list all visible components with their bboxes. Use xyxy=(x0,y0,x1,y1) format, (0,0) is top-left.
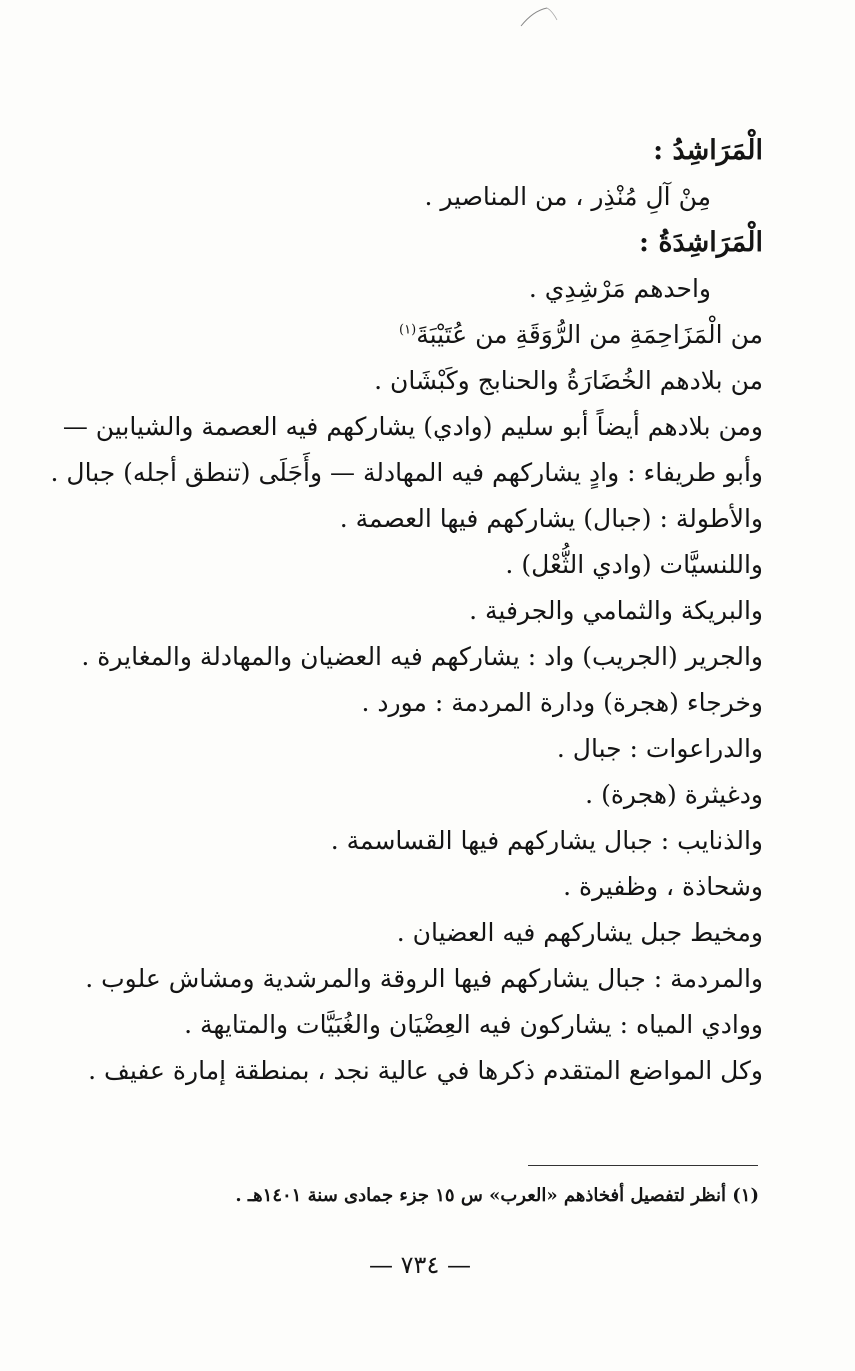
text-line: من بلادهم الخُضَارَةُ والحنابج وكَبْشَان . xyxy=(374,366,763,395)
footnote-divider xyxy=(528,1165,758,1166)
text-line: والأطولة : (جبال) يشاركهم فيها العصمة . xyxy=(339,504,763,533)
footnote-marker: (١) xyxy=(399,322,417,338)
main-text xyxy=(50,128,763,1094)
page-number: — ٧٣٤ — xyxy=(369,1251,471,1279)
text-line: وخرجاء (هجرة) ودارة المردمة : مورد . xyxy=(361,688,763,717)
text-line-with-footnote xyxy=(73,312,763,358)
text-line: ووادي المياه : يشاركون فيه العِضْيَان والغُبَيَّات والمتايهة . xyxy=(184,1010,763,1039)
text-line: مِنْ آلِ مُنْذِر ، من المناصير . xyxy=(424,182,711,211)
text-line: وأبو طريفاء : وادٍ يشاركهم فيه المهادلة — وأَجَلَى (تنطق أجله) جبال . xyxy=(50,458,763,487)
pen-mark xyxy=(515,6,561,30)
text-line: ودغيثرة (هجرة) . xyxy=(585,780,763,809)
text-line: والبريكة والثمامي والجرفية . xyxy=(469,596,763,625)
text-line: والذنايب : جبال يشاركهم فيها القساسمة . xyxy=(330,826,763,855)
text-line: من الْمَزَاحِمَةِ من الرُّوَقَةِ من عُتَيْبَةَ xyxy=(416,320,763,349)
text-line: والدراعوات : جبال . xyxy=(556,734,763,763)
text-line: وشحاذة ، وظفيرة . xyxy=(563,872,763,901)
text-line: ومخيط جبل يشاركهم فيه العضيان . xyxy=(396,918,763,947)
footnote: (١) أنظر لتفصيل أفخاذهم «العرب» س ١٥ جزء جمادى سنة ١٤٠١هـ . xyxy=(235,1185,759,1206)
section-heading: الْمَرَاشِدَةُ : xyxy=(638,227,763,258)
text-line: والمردمة : جبال يشاركهم فيها الروقة والمرشدية ومشاش علوب . xyxy=(85,964,763,993)
text-line: واحدهم مَرْشِدِي . xyxy=(528,274,711,303)
section-heading: الْمَرَاشِدُ : xyxy=(653,135,763,166)
text-line: واللنسيَّات (وادي الثُّعْل) . xyxy=(505,550,763,579)
text-line: وكل المواضع المتقدم ذكرها في عالية نجد ، بمنطقة إمارة عفيف . xyxy=(88,1056,763,1085)
text-line: والجرير (الجريب) واد : يشاركهم فيه العضيان والمهادلة والمغايرة . xyxy=(81,642,763,671)
text-line: ومن بلادهم أيضاً أبو سليم (وادي) يشاركهم فيه العصمة والشيابين — xyxy=(62,412,763,441)
